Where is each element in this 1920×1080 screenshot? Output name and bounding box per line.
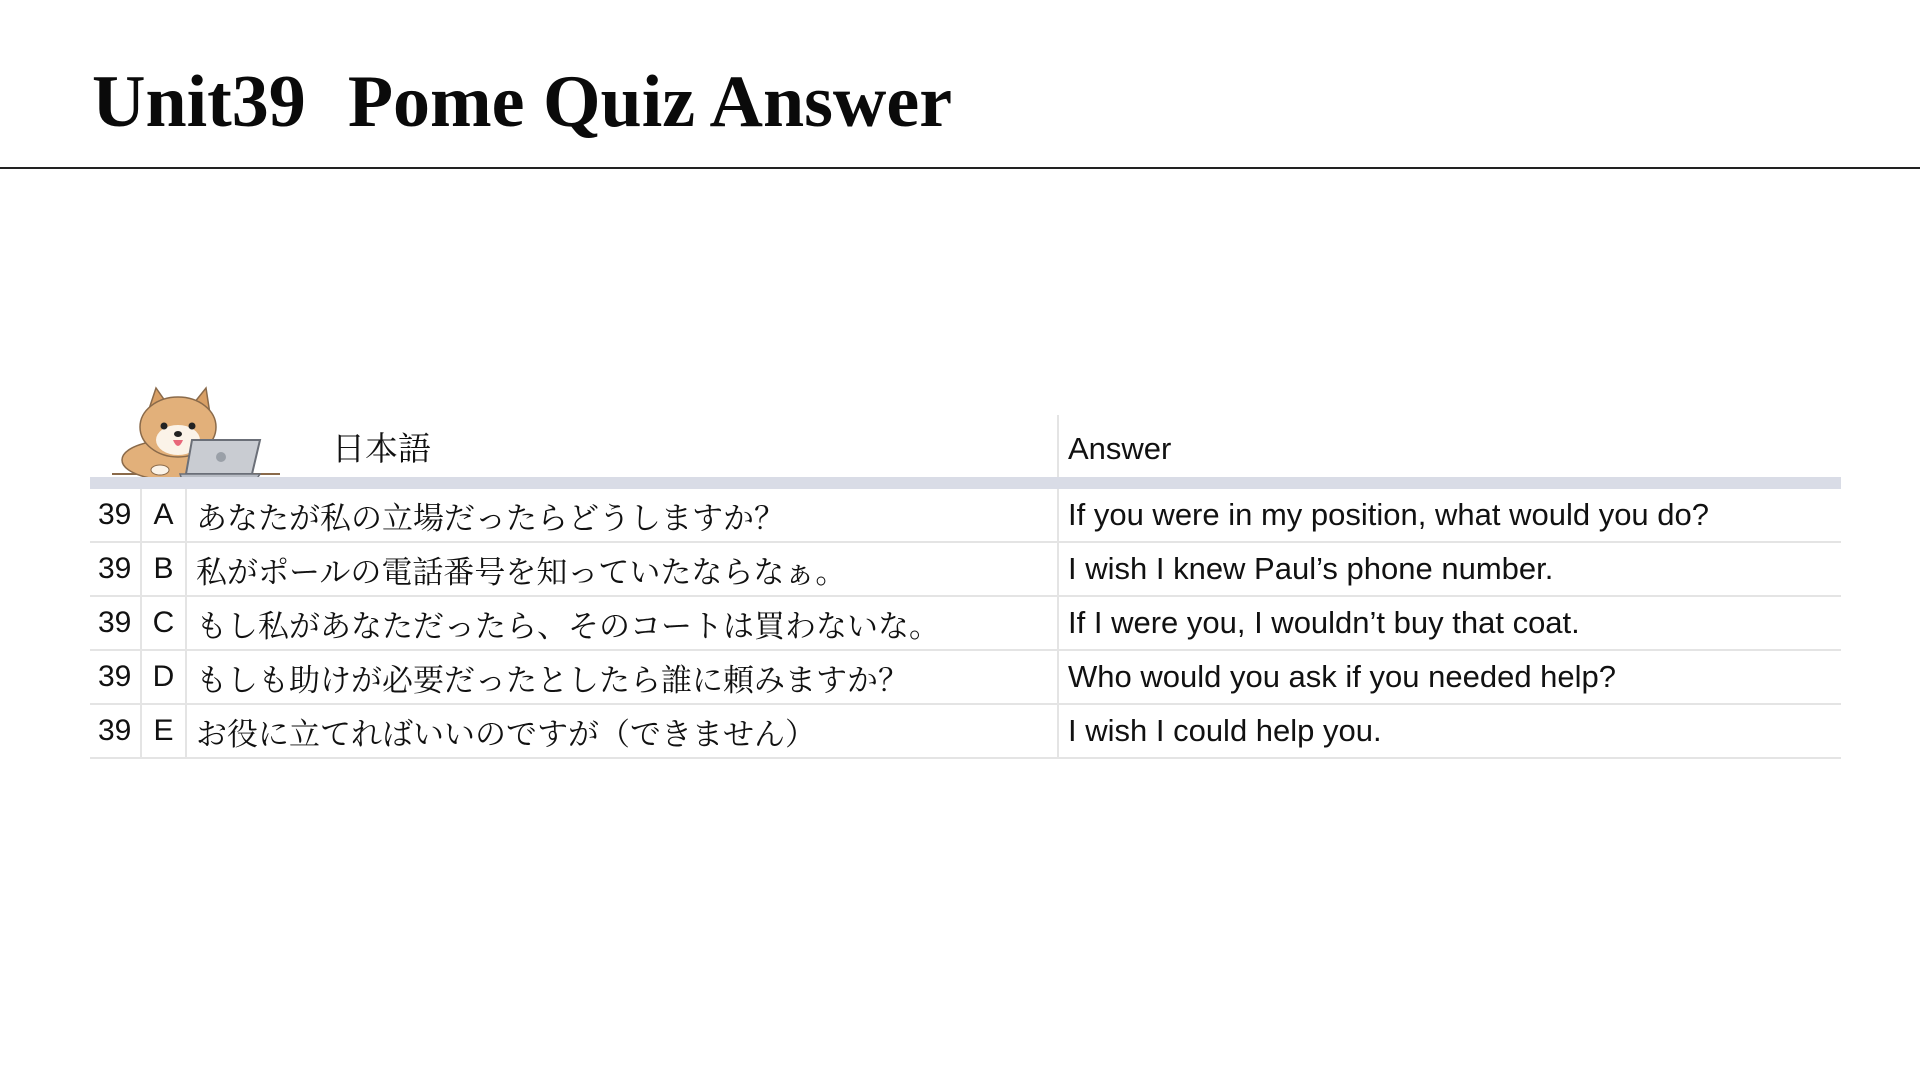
row-japanese: あなたが私の立場だったらどうしますか？ <box>187 489 1059 541</box>
row-answer: Who would you ask if you needed help? <box>1068 659 1617 694</box>
row-answer: I wish I could help you. <box>1068 713 1382 748</box>
table-header <box>90 415 1841 489</box>
table-row <box>90 597 1841 651</box>
row-answer: I wish I knew Paul’s phone number. <box>1068 551 1554 586</box>
row-japanese: お役に立てればいいのですが（できません） <box>187 705 1059 757</box>
header-japanese: 日本語 <box>332 429 431 468</box>
row-japanese: 私がポールの電話番号を知っていたならなぁ。 <box>187 543 1059 595</box>
row-answer: If I were you, I wouldn’t buy that coat. <box>1068 605 1580 640</box>
row-number: 39 <box>90 489 142 541</box>
title-main: Pome Quiz Answer <box>347 61 953 143</box>
row-number: 39 <box>90 597 142 649</box>
row-letter: C <box>142 597 187 649</box>
table-row <box>90 543 1841 597</box>
title-divider <box>0 167 1920 169</box>
row-answer: If you were in my position, what would you do? <box>1068 497 1710 532</box>
slide-title <box>92 52 952 152</box>
quiz-answer-table <box>90 415 1841 759</box>
header-answer: Answer <box>1068 431 1172 466</box>
row-number: 39 <box>90 705 142 757</box>
row-letter: E <box>142 705 187 757</box>
row-japanese: もし私があなただったら、そのコートは買わないな。 <box>187 597 1059 649</box>
table-row <box>90 489 1841 543</box>
row-letter: D <box>142 651 187 703</box>
row-letter: A <box>142 489 187 541</box>
row-japanese: もしも助けが必要だったとしたら誰に頼みますか？ <box>187 651 1059 703</box>
row-letter: B <box>142 543 187 595</box>
table-row <box>90 705 1841 759</box>
table-row <box>90 651 1841 705</box>
title-unit: Unit39 <box>92 61 306 143</box>
row-number: 39 <box>90 543 142 595</box>
row-number: 39 <box>90 651 142 703</box>
header-japanese-cell <box>90 415 1059 477</box>
